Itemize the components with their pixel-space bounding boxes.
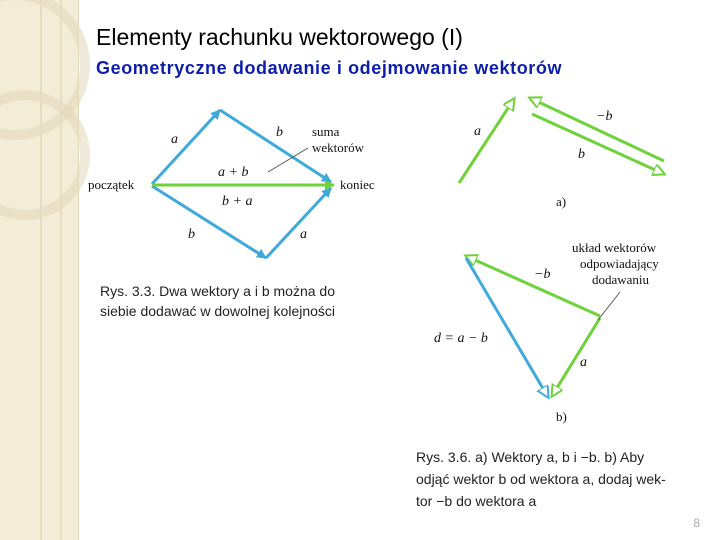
vector-a-bottom — [266, 188, 331, 258]
caption-left-line2: siebie dodawać w dowolnej kolejności — [100, 303, 336, 319]
label-end: koniec — [340, 177, 375, 192]
label-b-plus-a: b + a — [222, 194, 253, 209]
annotation-line3: dodawaniu — [592, 272, 650, 287]
caption-right-line2: odjąć wektor b od wektora a, dodaj wek- — [416, 471, 666, 487]
panel-label-a: a) — [556, 194, 567, 209]
label-vec-minus-b-right: −b — [596, 109, 613, 124]
vector-a-right — [459, 99, 514, 183]
vector-a-top — [152, 110, 220, 184]
annotation-pointer-line — [598, 292, 620, 320]
annotation-line2: odpowiadający — [580, 256, 659, 271]
label-start: początek — [88, 177, 135, 192]
addition-parallelogram — [88, 110, 375, 319]
label-equation: d = a − b — [434, 331, 488, 346]
caption-right-line1: Rys. 3.6. a) Wektory a, b i −b. b) Aby — [416, 449, 645, 465]
label-vec-b-bottom: b — [188, 227, 195, 242]
label-vec-minus-b-sub: −b — [534, 267, 551, 282]
label-vec-a-top: a — [171, 132, 178, 147]
sum-pointer-line — [268, 148, 308, 172]
label-a-plus-b: a + b — [218, 165, 249, 180]
label-vec-a-right: a — [474, 124, 481, 139]
caption-left-line1: Rys. 3.3. Dwa wektory a i b można do — [100, 283, 335, 299]
label-vec-b-right: b — [578, 147, 585, 162]
vector-a-sub — [552, 318, 600, 396]
annotation-line1: układ wektorów — [572, 240, 657, 255]
slide-subtitle: Geometryczne dodawanie i odejmowanie wektorów — [96, 58, 563, 78]
label-vec-b-top: b — [276, 125, 283, 140]
vector-minus-b-right — [530, 98, 664, 161]
label-vec-a-sub: a — [580, 355, 587, 370]
slide-title: Elementy rachunku wektorowego (I) — [96, 24, 463, 50]
label-sum-line1: suma — [312, 124, 340, 139]
label-sum-line2: wektorów — [312, 140, 364, 155]
subtraction-figure — [416, 240, 666, 509]
label-vec-a-bottom: a — [300, 227, 307, 242]
page-number: 8 — [693, 516, 700, 530]
panel-label-b: b) — [556, 409, 567, 424]
caption-right-line3: tor −b do wektora a — [416, 493, 537, 509]
vectors-a-b-minus-b — [459, 98, 664, 209]
